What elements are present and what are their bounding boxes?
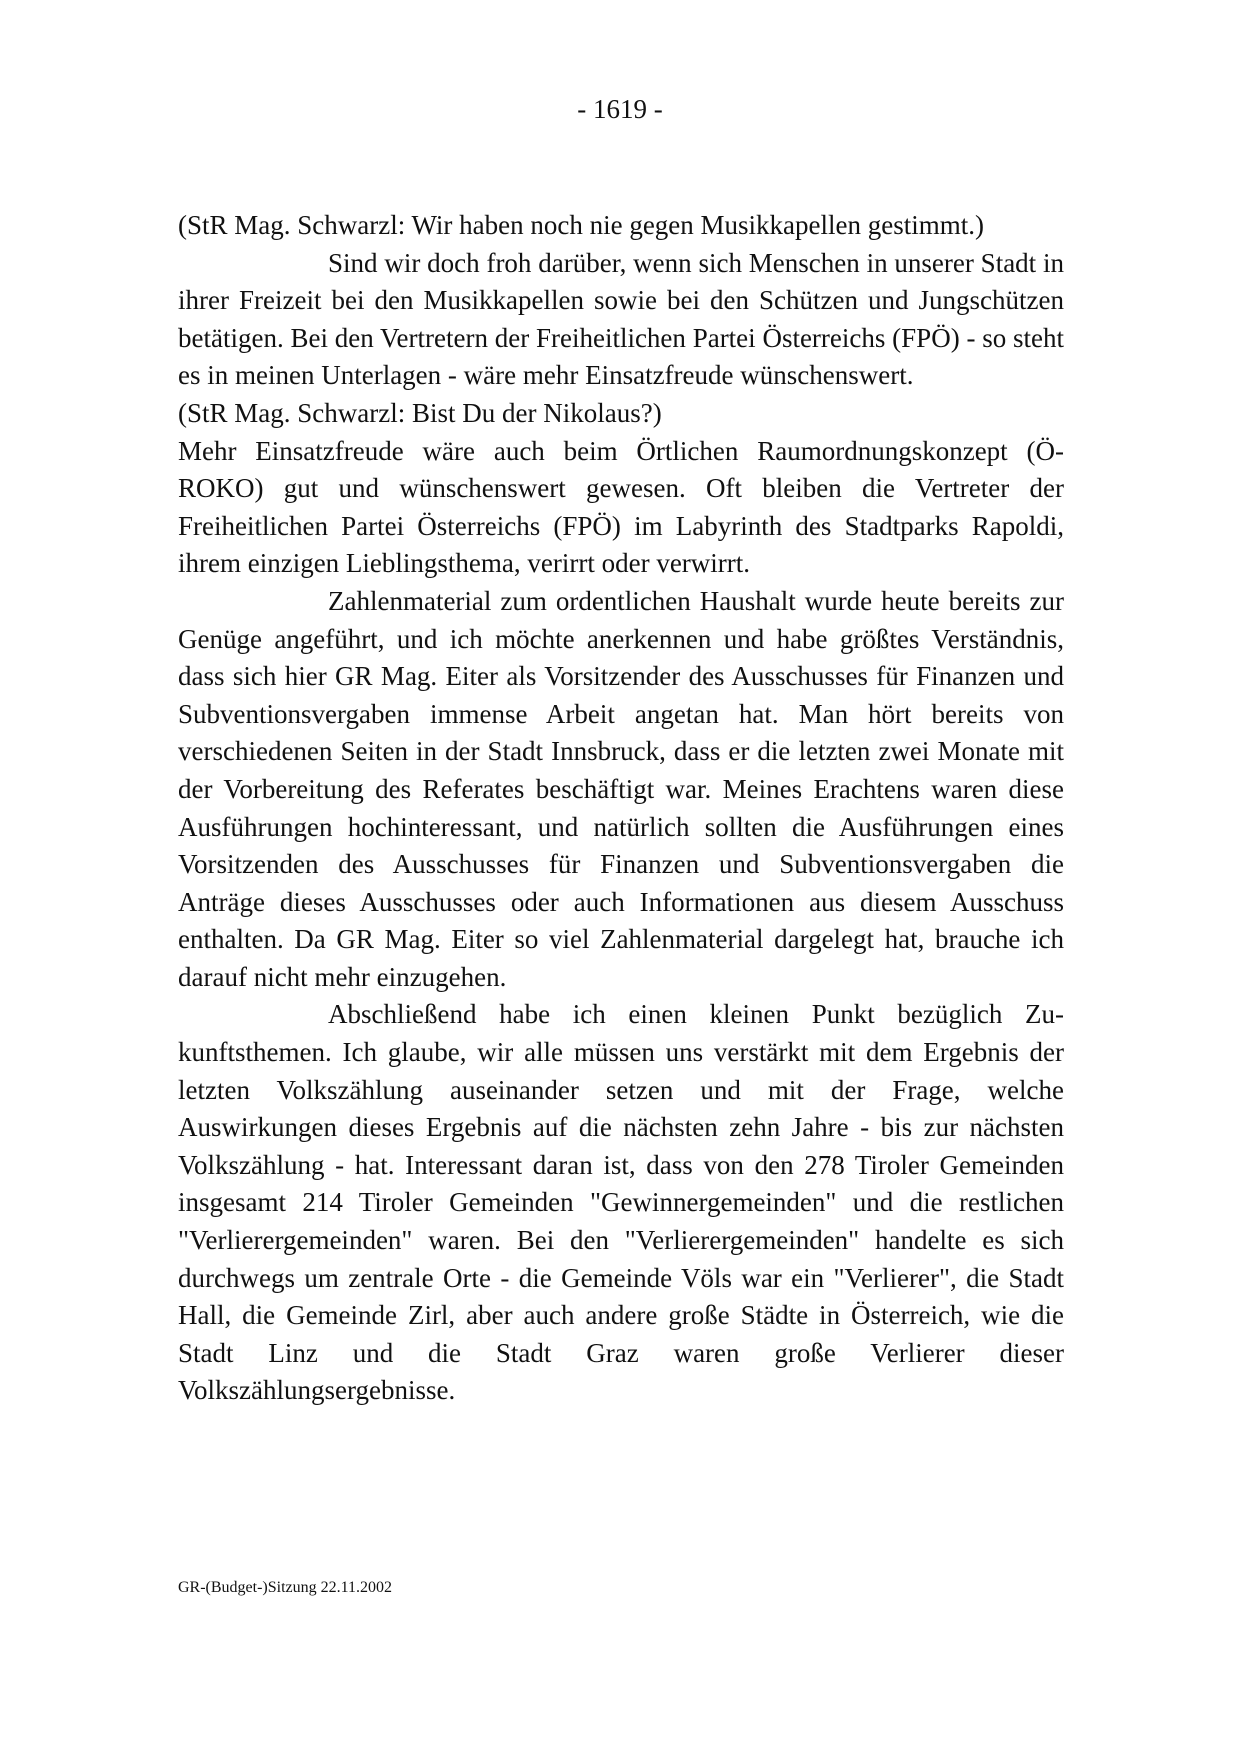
interjection-paragraph: (StR Mag. Schwarzl: Wir haben noch nie gegen Musikkapellen gestimmt.) — [178, 210, 984, 240]
footer-session-label: GR-(Budget-)Sitzung 22.11.2002 — [178, 1579, 393, 1596]
interjection-paragraph: (StR Mag. Schwarzl: Bist Du der Nikolaus?) — [178, 397, 662, 428]
page-number: - 1619 - — [577, 94, 663, 124]
body-paragraph: Abschließend habe ich einen kleinen Punkt bezüglich Zukunftsthemen. Ich glaube, wir alle müssen uns verstärkt mit dem Ergebnis der letzten Volkszählung auseinander setzen und mit der Frage, welche Auswirkungen dieses Ergebnis auf die nächsten zehn Jahre - bis zur nächsten Volkszählung - hat. Interessant daran ist, dass von den 278 Tiroler Gemeinden insgesamt 214 Tiroler Gemeinden "Gewinnergemeinden" und die restlichen "Verlierergemeinden" waren. Bei den "Verlierergemeinden" handelte es sich durchwegs um zentrale Orte - die Gemeinde Völs war ein "Verlierer", die Stadt Hall, die Gemeinde Zirl, aber auch andere große Städte in Österreich, wie die Stadt Linz und die Stadt Graz waren große Verlierer dieser Volkszählungsergebnisse. — [178, 999, 1064, 1406]
body-paragraph: Sind wir doch froh darüber, wenn sich Menschen in unserer Stadt in ihrer Freizeit bei den Musikkapellen sowie bei den Schützen und Jungschützen betätigen. Bei den Vertretern der Freiheitlichen Partei Österreichs (FPÖ) - so steht es in meinen Unterlagen - wäre mehr Einsatzfreude wünschenswert. — [178, 247, 1064, 391]
document-body — [178, 207, 1064, 1410]
body-paragraph: Mehr Einsatzfreude wäre auch beim Örtlichen Raumordnungskonzept (Ö-ROKO) gut und wünschenswert gewesen. Oft bleiben die Vertreter der Freiheitlichen Partei Österreichs (FPÖ) im Labyrinth des Stadtparks Rapoldi, ihrem einzigen Lieblingsthema, verirrt oder verwirrt. — [178, 435, 1064, 579]
body-paragraph: Zahlenmaterial zum ordentlichen Haushalt wurde heute bereits zur Genüge angeführt, und ich möchte anerkennen und habe größtes Verständnis, dass sich hier GR Mag. Eiter als Vorsitzender des Ausschusses für Finanzen und Subventionsvergaben immense Arbeit angetan hat. Man hört bereits von verschiedenen Seiten in der Stadt Innsbruck, dass er die letzten zwei Monate mit der Vorbereitung des Referates beschäftigt war. Meines Erachtens waren diese Ausführungen hochinteressant, und natürlich sollten die Ausführungen eines Vorsitzenden des Ausschusses für Finanzen und Subventionsvergaben die Anträge dieses Ausschusses oder auch Informationen aus diesem Ausschuss enthalten. Da GR Mag. Eiter so viel Zahlenmaterial dargelegt hat, brauche ich darauf nicht mehr einzugehen. — [178, 585, 1064, 992]
